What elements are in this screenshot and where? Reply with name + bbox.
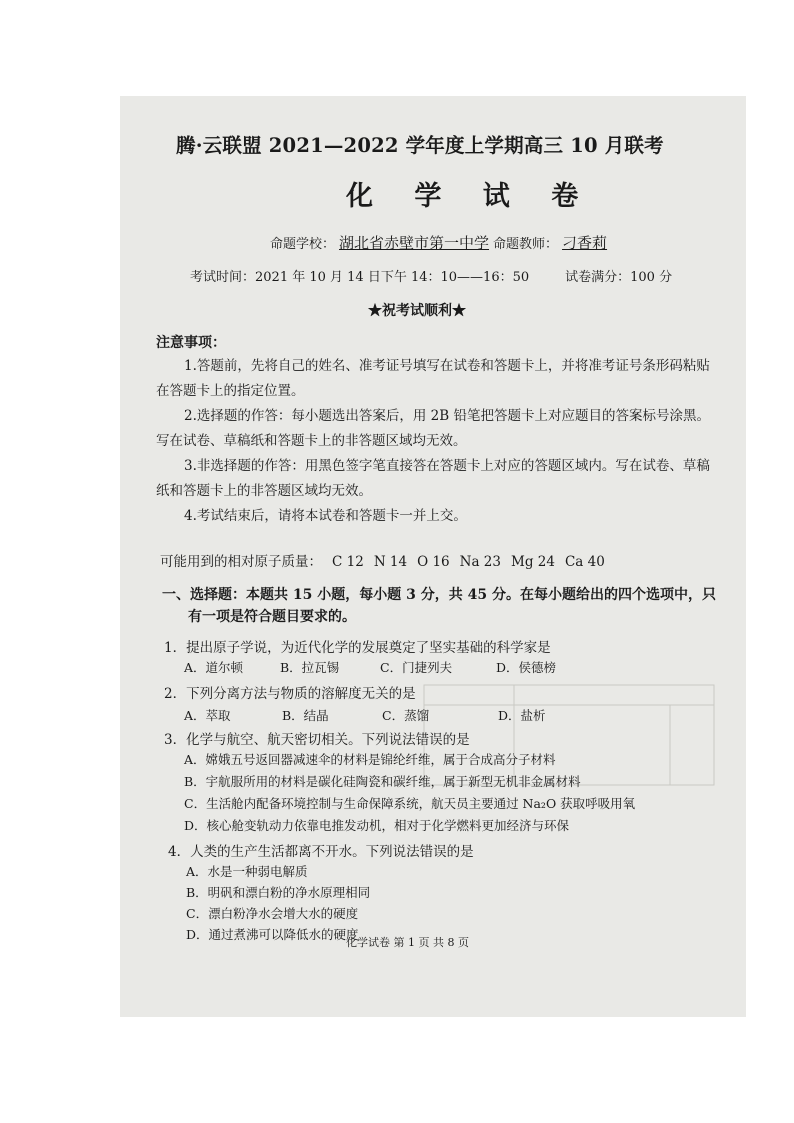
- subject-title: 化 学 试 卷: [346, 181, 595, 212]
- setter-teacher: 刁香莉: [562, 234, 608, 252]
- atomic-mass-o: O 16: [417, 554, 450, 570]
- q2-option-a: A．萃取: [184, 708, 231, 723]
- q2-option-c: C．蒸馏: [382, 708, 430, 723]
- page-content: [120, 96, 746, 1017]
- exam-time: 考试时间：2021 年 10 月 14 日下午 14：10——16：50: [190, 270, 530, 285]
- q4-option-b: B．明矾和漂白粉的净水原理相同: [186, 885, 371, 900]
- atomic-masses-label: 可能用到的相对原子质量：: [160, 554, 322, 570]
- question-4-stem: 4．人类的生产生活都离不开水。下列说法错误的是: [168, 844, 474, 860]
- full-score: 试卷满分：100 分: [565, 270, 673, 285]
- atomic-mass-n: N 14: [373, 554, 408, 570]
- question-3-stem: 3．化学与航空、航天密切相关。下列说法错误的是: [164, 732, 470, 748]
- question-2-options: [184, 706, 546, 724]
- atomic-mass-ca: Ca 40: [564, 554, 605, 570]
- q4-option-d: D．通过煮沸可以降低水的硬度: [186, 927, 359, 942]
- notice-title: 注意事项：: [156, 335, 226, 351]
- q4-option-c: C．漂白粉净水会增大水的硬度: [186, 906, 359, 921]
- atomic-masses: [160, 550, 615, 570]
- notice-item-1: 1.答题前，先将自己的姓名、准考证号填写在试卷和答题卡上，并将准考证号条形码粘贴在答题卡上的指定位置。: [156, 358, 710, 399]
- question-2-stem: 2．下列分离方法与物质的溶解度无关的是: [164, 686, 416, 702]
- notice-item-3: 3.非选择题的作答：用黑色签字笔直接答在答题卡上对应的答题区域内。写在试卷、草稿纸和答题卡上的非答题区域均无效。: [156, 458, 710, 499]
- q3-option-c: C．生活舱内配备环境控制与生命保障系统，航天员主要通过 Na₂O 获取呼吸用氧: [184, 796, 636, 811]
- question-1-stem: 1．提出原子学说，为近代化学的发展奠定了坚实基础的科学家是: [164, 640, 551, 656]
- q1-option-d: D．侯德榜: [496, 660, 557, 675]
- exam-paper: [120, 96, 746, 1017]
- q1-option-c: C．门捷列夫: [380, 660, 453, 675]
- q3-option-d: D．核心舱变轨动力依靠电推发动机，相对于化学燃料更加经济与环保: [184, 818, 570, 833]
- q3-option-b: B．宇航服所用的材料是碳化硅陶瓷和碳纤维，属于新型无机非金属材料: [184, 774, 581, 789]
- atomic-mass-na: Na 23: [459, 554, 501, 570]
- setter-info: [270, 232, 611, 253]
- section-title-line2: 有一项是符合题目要求的。: [188, 609, 356, 625]
- setter-school-label: 命题学校：: [270, 237, 336, 252]
- setter-teacher-label: 命题教师：: [493, 237, 559, 252]
- question-1-options: [184, 658, 556, 676]
- atomic-mass-mg: Mg 24: [511, 554, 555, 570]
- exam-title: 腾·云联盟 2021—2022 学年度上学期高三 10 月联考: [176, 134, 664, 157]
- q2-option-d: D．盐析: [498, 708, 546, 723]
- setter-school: 湖北省赤壁市第一中学: [339, 234, 490, 252]
- q2-option-b: B．结晶: [282, 708, 329, 723]
- q3-option-a: A．嫦娥五号返回器减速伞的材料是锦纶纤维，属于合成高分子材料: [184, 752, 556, 767]
- atomic-mass-c: C 12: [332, 554, 364, 570]
- good-luck-banner: ★祝考试顺利★: [368, 303, 466, 319]
- exam-time-row: [190, 266, 672, 285]
- notice-item-4: 4.考试结束后，请将本试卷和答题卡一并上交。: [184, 508, 467, 524]
- q1-option-b: B．拉瓦锡: [280, 660, 340, 675]
- page-footer: 化学试卷 第 1 页 共 8 页: [346, 936, 469, 949]
- section-title-line1: 一、选择题：本题共 15 小题，每小题 3 分，共 45 分。在每小题给出的四个选项中，只: [162, 587, 716, 603]
- notice-item-2: 2.选择题的作答：每小题选出答案后，用 2B 铅笔把答题卡上对应题目的答案标号涂黑。写在试卷、草稿纸和答题卡上的非答题区域均无效。: [156, 408, 710, 449]
- q4-option-a: A．水是一种弱电解质: [186, 864, 308, 879]
- q1-option-a: A．道尔顿: [184, 660, 244, 675]
